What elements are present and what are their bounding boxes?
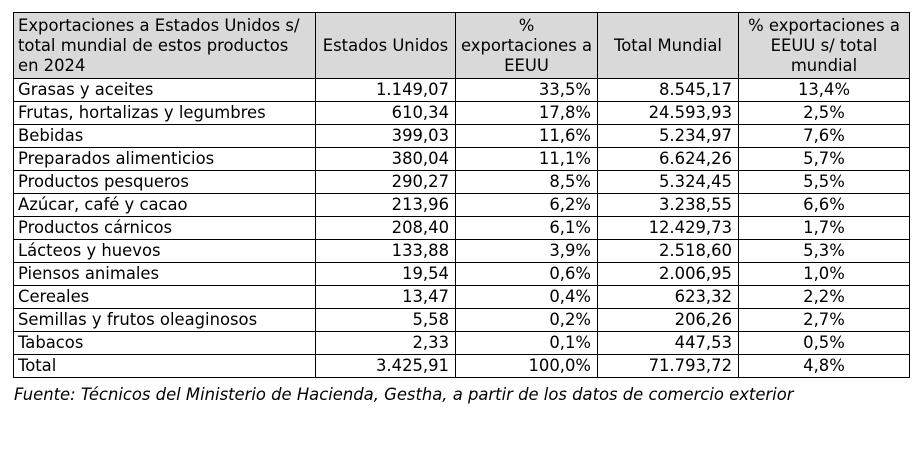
- us-exports-cell: 5,58: [316, 309, 456, 332]
- us-exports-cell: 1.149,07: [316, 79, 456, 102]
- row-label: Cereales: [14, 286, 316, 309]
- row-label: Tabacos: [14, 332, 316, 355]
- world-total-cell: 24.593,93: [598, 102, 739, 125]
- table-row: [14, 217, 910, 240]
- export-table-container: [13, 12, 910, 378]
- header-us-over-world-share: % exportaciones a EEUU s/ total mundial: [739, 13, 910, 79]
- table-row: [14, 309, 910, 332]
- world-total-cell: 5.234,97: [598, 125, 739, 148]
- us-exports-cell: 399,03: [316, 125, 456, 148]
- header-product-category: Exportaciones a Estados Unidos s/ total mundial de estos productos en 2024: [14, 13, 316, 79]
- us-over-world-cell: 13,4%: [739, 79, 910, 102]
- us-exports-cell: 13,47: [316, 286, 456, 309]
- us-over-world-cell: 2,2%: [739, 286, 910, 309]
- us-exports-cell: 208,40: [316, 217, 456, 240]
- table-row: [14, 286, 910, 309]
- us-share-cell: 11,6%: [456, 125, 598, 148]
- us-share-cell: 17,8%: [456, 102, 598, 125]
- table-header: [14, 13, 910, 79]
- row-label: Bebidas: [14, 125, 316, 148]
- row-label: Preparados alimenticios: [14, 148, 316, 171]
- source-note: Fuente: Técnicos del Ministerio de Hacienda, Gestha, a partir de los datos de comercio exterior: [14, 385, 794, 404]
- table-row: [14, 263, 910, 286]
- header-us-exports: Estados Unidos: [316, 13, 456, 79]
- world-total-cell: 447,53: [598, 332, 739, 355]
- us-over-world-cell: 1,0%: [739, 263, 910, 286]
- us-share-cell: 8,5%: [456, 171, 598, 194]
- table-row: [14, 102, 910, 125]
- us-over-world-cell: 6,6%: [739, 194, 910, 217]
- us-over-world-cell: 5,3%: [739, 240, 910, 263]
- total-row: [14, 355, 910, 378]
- row-label: Semillas y frutos oleaginosos: [14, 309, 316, 332]
- table-row: [14, 332, 910, 355]
- export-table: [13, 12, 910, 378]
- us-over-world-cell: 0,5%: [739, 332, 910, 355]
- us-over-world-cell: 2,7%: [739, 309, 910, 332]
- world-total-cell: 5.324,45: [598, 171, 739, 194]
- world-total-cell: 6.624,26: [598, 148, 739, 171]
- header-us-export-share: % exportaciones a EEUU: [456, 13, 598, 79]
- world-total-cell: 2.006,95: [598, 263, 739, 286]
- us-over-world-cell: 2,5%: [739, 102, 910, 125]
- us-exports-cell: 380,04: [316, 148, 456, 171]
- world-total-cell: 8.545,17: [598, 79, 739, 102]
- row-label: Total: [14, 355, 316, 378]
- world-total-cell: 206,26: [598, 309, 739, 332]
- row-label: Productos pesqueros: [14, 171, 316, 194]
- us-over-world-cell: 5,7%: [739, 148, 910, 171]
- world-total-cell: 2.518,60: [598, 240, 739, 263]
- table-row: [14, 171, 910, 194]
- us-exports-cell: 2,33: [316, 332, 456, 355]
- us-over-world-cell: 5,5%: [739, 171, 910, 194]
- row-label: Frutas, hortalizas y legumbres: [14, 102, 316, 125]
- us-over-world-cell: 4,8%: [739, 355, 910, 378]
- us-share-cell: 0,2%: [456, 309, 598, 332]
- us-exports-cell: 290,27: [316, 171, 456, 194]
- us-over-world-cell: 1,7%: [739, 217, 910, 240]
- us-share-cell: 0,4%: [456, 286, 598, 309]
- row-label: Piensos animales: [14, 263, 316, 286]
- table-row: [14, 79, 910, 102]
- us-share-cell: 0,1%: [456, 332, 598, 355]
- table-row: [14, 148, 910, 171]
- us-exports-cell: 3.425,91: [316, 355, 456, 378]
- table-row: [14, 194, 910, 217]
- us-share-cell: 33,5%: [456, 79, 598, 102]
- us-share-cell: 6,1%: [456, 217, 598, 240]
- table-row: [14, 240, 910, 263]
- world-total-cell: 623,32: [598, 286, 739, 309]
- us-exports-cell: 19,54: [316, 263, 456, 286]
- header-world-total: Total Mundial: [598, 13, 739, 79]
- us-share-cell: 100,0%: [456, 355, 598, 378]
- us-exports-cell: 610,34: [316, 102, 456, 125]
- world-total-cell: 12.429,73: [598, 217, 739, 240]
- world-total-cell: 71.793,72: [598, 355, 739, 378]
- header-row: [14, 13, 910, 79]
- row-label: Azúcar, café y cacao: [14, 194, 316, 217]
- table-body: [14, 79, 910, 378]
- us-over-world-cell: 7,6%: [739, 125, 910, 148]
- row-label: Lácteos y huevos: [14, 240, 316, 263]
- us-share-cell: 3,9%: [456, 240, 598, 263]
- us-exports-cell: 133,88: [316, 240, 456, 263]
- row-label: Productos cárnicos: [14, 217, 316, 240]
- row-label: Grasas y aceites: [14, 79, 316, 102]
- us-exports-cell: 213,96: [316, 194, 456, 217]
- us-share-cell: 0,6%: [456, 263, 598, 286]
- table-row: [14, 125, 910, 148]
- us-share-cell: 6,2%: [456, 194, 598, 217]
- world-total-cell: 3.238,55: [598, 194, 739, 217]
- us-share-cell: 11,1%: [456, 148, 598, 171]
